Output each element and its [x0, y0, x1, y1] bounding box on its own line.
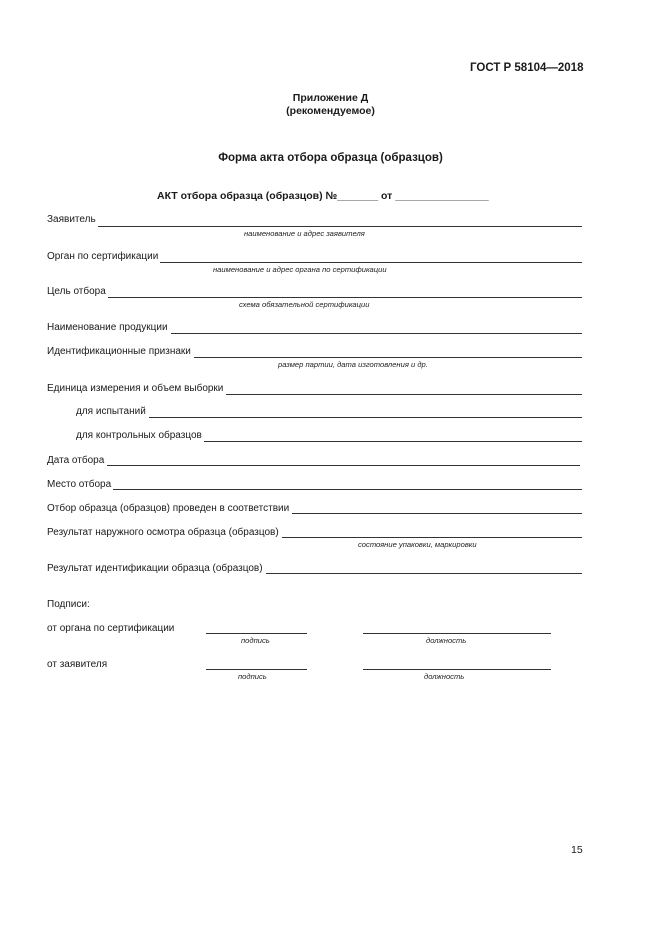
ident-result-line[interactable]: [266, 573, 582, 574]
inspection-line[interactable]: [282, 537, 582, 538]
date-line[interactable]: [107, 465, 580, 466]
position-hint: должность: [424, 672, 465, 681]
position-line[interactable]: [363, 669, 551, 670]
appendix-title: Приложение Д: [292, 92, 369, 104]
conducted-line[interactable]: [292, 513, 582, 514]
unit-volume-line[interactable]: [226, 394, 582, 395]
for-tests-line[interactable]: [149, 417, 582, 418]
product-name-line[interactable]: [171, 333, 582, 334]
cert-body-label: Орган по сертификации: [47, 251, 159, 262]
for-tests-label: для испытаний: [76, 406, 146, 417]
applicant-line[interactable]: [98, 226, 582, 227]
applicant-label: Заявитель: [47, 214, 96, 225]
ident-result-label: Результат идентификации образца (образцов): [47, 563, 263, 574]
unit-volume-label: Единица измерения и объем выборки: [47, 383, 224, 394]
place-label: Место отбора: [47, 479, 112, 490]
cert-body-hint: наименование и адрес органа по сертификации: [213, 265, 387, 274]
position-hint: должность: [426, 636, 467, 645]
signature-hint: подпись: [238, 672, 267, 681]
standard-number: ГОСТ Р 58104—2018: [470, 62, 584, 74]
for-control-label: для контрольных образцов: [76, 430, 202, 441]
identification-hint: размер партии, дата изготовления и др.: [278, 360, 428, 369]
act-heading: АКТ отбора образца (образцов) №_______ от ________________: [157, 190, 489, 202]
position-line[interactable]: [363, 633, 551, 634]
form-title: Форма акта отбора образца (образцов): [218, 152, 443, 164]
signature-row-label: от органа по сертификации: [47, 623, 175, 634]
purpose-label: Цель отбора: [47, 286, 106, 297]
product-name-label: Наименование продукции: [47, 322, 168, 333]
signature-row-label: от заявителя: [47, 659, 108, 670]
purpose-line[interactable]: [108, 297, 582, 298]
conducted-label: Отбор образца (образцов) проведен в соответствии: [47, 503, 290, 514]
date-label: Дата отбора: [47, 455, 105, 466]
place-line[interactable]: [113, 489, 582, 490]
signature-line[interactable]: [206, 633, 307, 634]
appendix-status: (рекомендуемое): [286, 105, 375, 117]
inspection-hint: состояние упаковки, маркировки: [358, 540, 477, 549]
cert-body-line[interactable]: [160, 262, 582, 263]
identification-line[interactable]: [194, 357, 582, 358]
signatures-heading: Подписи:: [47, 599, 90, 610]
page-number: 15: [571, 844, 583, 856]
identification-label: Идентификационные признаки: [47, 346, 191, 357]
signature-hint: подпись: [241, 636, 270, 645]
purpose-hint: схема обязательной сертификации: [239, 300, 370, 309]
signature-line[interactable]: [206, 669, 307, 670]
inspection-label: Результат наружного осмотра образца (образцов): [47, 527, 279, 538]
for-control-line[interactable]: [204, 441, 582, 442]
applicant-hint: наименование и адрес заявителя: [244, 229, 365, 238]
